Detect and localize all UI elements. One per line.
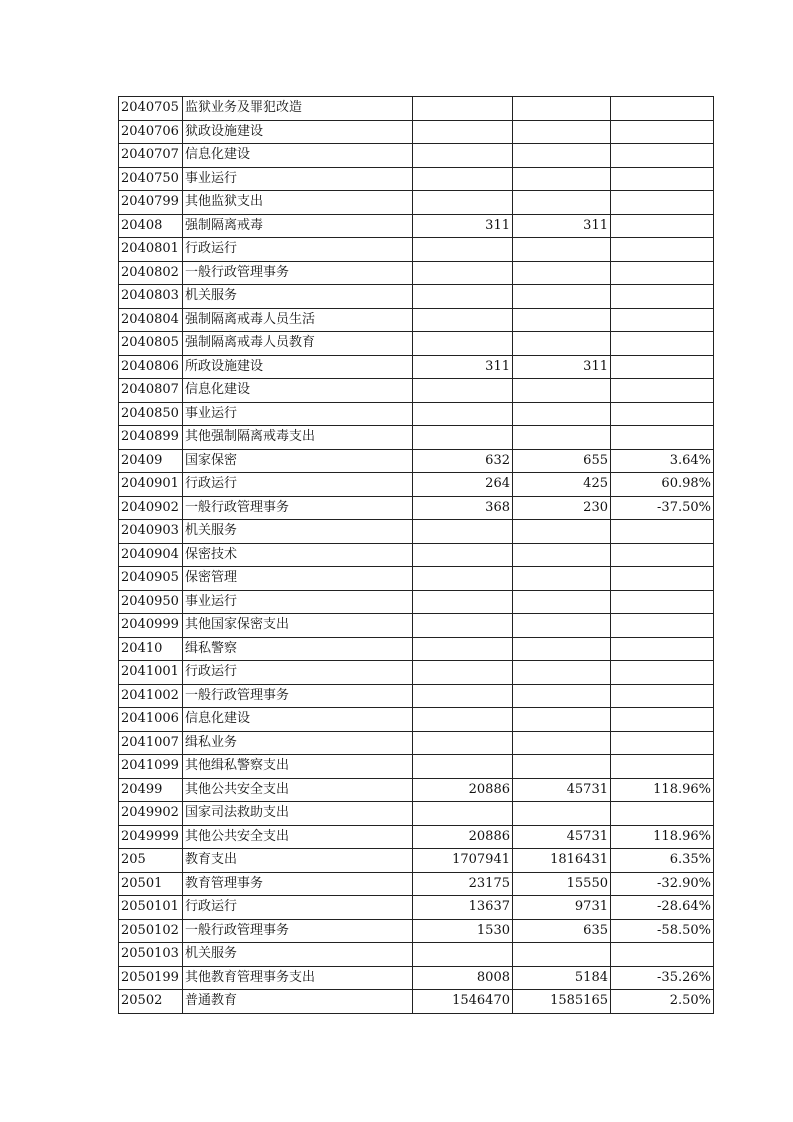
subject-name-cell: 教育管理事务 [183,872,413,896]
subject-name-cell: 行政运行 [183,896,413,920]
change-rate-cell [611,943,714,967]
prior-amount-cell [413,943,513,967]
table-row [119,238,714,262]
current-amount-cell: 311 [513,214,611,238]
change-rate-cell: -28.64% [611,896,714,920]
subject-code-cell: 20502 [119,990,183,1014]
prior-amount-cell: 1530 [413,919,513,943]
table-row [119,144,714,168]
subject-name-cell: 事业运行 [183,402,413,426]
table-row [119,355,714,379]
subject-code-cell: 2040707 [119,144,183,168]
table-body [119,97,714,1014]
prior-amount-cell: 311 [413,355,513,379]
prior-amount-cell: 368 [413,496,513,520]
subject-name-cell: 教育支出 [183,849,413,873]
subject-code-cell: 2050103 [119,943,183,967]
table-row [119,825,714,849]
subject-code-cell: 205 [119,849,183,873]
table-row [119,990,714,1014]
change-rate-cell [611,402,714,426]
table-row [119,543,714,567]
subject-name-cell: 其他监狱支出 [183,191,413,215]
prior-amount-cell [413,285,513,309]
subject-code-cell: 2040750 [119,167,183,191]
prior-amount-cell: 311 [413,214,513,238]
subject-code-cell: 2041007 [119,731,183,755]
change-rate-cell: -35.26% [611,966,714,990]
prior-amount-cell [413,567,513,591]
subject-name-cell: 所政设施建设 [183,355,413,379]
table-row [119,778,714,802]
prior-amount-cell [413,614,513,638]
subject-code-cell: 20409 [119,449,183,473]
current-amount-cell [513,943,611,967]
subject-name-cell: 其他强制隔离戒毒支出 [183,426,413,450]
subject-code-cell: 2040806 [119,355,183,379]
subject-name-cell: 事业运行 [183,167,413,191]
table-row [119,567,714,591]
current-amount-cell [513,426,611,450]
change-rate-cell [611,261,714,285]
change-rate-cell [611,144,714,168]
subject-name-cell: 普通教育 [183,990,413,1014]
subject-name-cell: 狱政设施建设 [183,120,413,144]
subject-code-cell: 2049999 [119,825,183,849]
prior-amount-cell: 20886 [413,825,513,849]
subject-name-cell: 其他公共安全支出 [183,825,413,849]
subject-code-cell: 2050101 [119,896,183,920]
subject-name-cell: 其他公共安全支出 [183,778,413,802]
prior-amount-cell [413,520,513,544]
subject-name-cell: 一般行政管理事务 [183,684,413,708]
subject-code-cell: 2050199 [119,966,183,990]
change-rate-cell [611,661,714,685]
table-row [119,590,714,614]
change-rate-cell [611,167,714,191]
prior-amount-cell [413,144,513,168]
change-rate-cell [611,755,714,779]
subject-name-cell: 国家保密 [183,449,413,473]
prior-amount-cell [413,167,513,191]
subject-name-cell: 一般行政管理事务 [183,261,413,285]
subject-name-cell: 其他缉私警察支出 [183,755,413,779]
table-row [119,755,714,779]
table-row [119,191,714,215]
table-row [119,520,714,544]
table-row [119,919,714,943]
subject-name-cell: 机关服务 [183,520,413,544]
current-amount-cell [513,144,611,168]
subject-name-cell: 信息化建设 [183,379,413,403]
change-rate-cell: -58.50% [611,919,714,943]
subject-code-cell: 2040999 [119,614,183,638]
current-amount-cell: 635 [513,919,611,943]
current-amount-cell [513,708,611,732]
subject-code-cell: 2040850 [119,402,183,426]
subject-code-cell: 2040905 [119,567,183,591]
subject-name-cell: 一般行政管理事务 [183,496,413,520]
table-row [119,708,714,732]
current-amount-cell [513,520,611,544]
table-row [119,214,714,238]
subject-code-cell: 2041006 [119,708,183,732]
change-rate-cell [611,308,714,332]
subject-name-cell: 强制隔离戒毒人员生活 [183,308,413,332]
current-amount-cell: 230 [513,496,611,520]
subject-code-cell: 20499 [119,778,183,802]
current-amount-cell [513,590,611,614]
change-rate-cell [611,708,714,732]
table-row [119,379,714,403]
current-amount-cell [513,238,611,262]
prior-amount-cell [413,402,513,426]
change-rate-cell [611,214,714,238]
subject-code-cell: 2041002 [119,684,183,708]
prior-amount-cell [413,543,513,567]
table-row [119,661,714,685]
prior-amount-cell [413,731,513,755]
current-amount-cell: 1816431 [513,849,611,873]
subject-code-cell: 2040803 [119,285,183,309]
change-rate-cell [611,614,714,638]
change-rate-cell [611,426,714,450]
change-rate-cell [611,97,714,121]
subject-name-cell: 信息化建设 [183,144,413,168]
prior-amount-cell [413,661,513,685]
current-amount-cell [513,637,611,661]
subject-code-cell: 2040799 [119,191,183,215]
subject-code-cell: 2040950 [119,590,183,614]
prior-amount-cell: 632 [413,449,513,473]
change-rate-cell: 60.98% [611,473,714,497]
subject-name-cell: 一般行政管理事务 [183,919,413,943]
change-rate-cell [611,355,714,379]
prior-amount-cell: 1707941 [413,849,513,873]
table-row [119,285,714,309]
current-amount-cell: 15550 [513,872,611,896]
current-amount-cell [513,543,611,567]
change-rate-cell [611,120,714,144]
subject-code-cell: 2040802 [119,261,183,285]
prior-amount-cell [413,261,513,285]
table-row [119,308,714,332]
prior-amount-cell: 1546470 [413,990,513,1014]
change-rate-cell [611,520,714,544]
change-rate-cell [611,567,714,591]
subject-code-cell: 20501 [119,872,183,896]
subject-name-cell: 信息化建设 [183,708,413,732]
prior-amount-cell: 8008 [413,966,513,990]
change-rate-cell [611,285,714,309]
prior-amount-cell [413,332,513,356]
prior-amount-cell: 13637 [413,896,513,920]
subject-code-cell: 2040705 [119,97,183,121]
table-row [119,97,714,121]
subject-name-cell: 强制隔离戒毒人员教育 [183,332,413,356]
subject-code-cell: 2049902 [119,802,183,826]
change-rate-cell [611,637,714,661]
table-row [119,943,714,967]
change-rate-cell [611,332,714,356]
subject-name-cell: 机关服务 [183,285,413,309]
change-rate-cell [611,379,714,403]
prior-amount-cell [413,684,513,708]
subject-name-cell: 行政运行 [183,473,413,497]
current-amount-cell: 5184 [513,966,611,990]
table-row [119,614,714,638]
subject-code-cell: 2040904 [119,543,183,567]
table-row [119,426,714,450]
table-row [119,684,714,708]
table-row [119,120,714,144]
subject-code-cell: 2040706 [119,120,183,144]
subject-name-cell: 国家司法救助支出 [183,802,413,826]
current-amount-cell [513,167,611,191]
subject-name-cell: 其他教育管理事务支出 [183,966,413,990]
current-amount-cell [513,120,611,144]
prior-amount-cell: 20886 [413,778,513,802]
current-amount-cell: 45731 [513,825,611,849]
change-rate-cell: -32.90% [611,872,714,896]
prior-amount-cell [413,308,513,332]
current-amount-cell [513,191,611,215]
table-row [119,896,714,920]
subject-name-cell: 缉私警察 [183,637,413,661]
current-amount-cell [513,261,611,285]
table-row [119,731,714,755]
subject-name-cell: 行政运行 [183,661,413,685]
change-rate-cell: -37.50% [611,496,714,520]
change-rate-cell [611,731,714,755]
current-amount-cell: 655 [513,449,611,473]
subject-name-cell: 事业运行 [183,590,413,614]
subject-code-cell: 2040807 [119,379,183,403]
table-row [119,402,714,426]
subject-name-cell: 机关服务 [183,943,413,967]
table-row [119,849,714,873]
subject-name-cell: 强制隔离戒毒 [183,214,413,238]
change-rate-cell [611,238,714,262]
subject-code-cell: 2040901 [119,473,183,497]
current-amount-cell: 311 [513,355,611,379]
subject-name-cell: 其他国家保密支出 [183,614,413,638]
prior-amount-cell [413,755,513,779]
subject-code-cell: 2040902 [119,496,183,520]
current-amount-cell [513,285,611,309]
prior-amount-cell: 23175 [413,872,513,896]
change-rate-cell: 6.35% [611,849,714,873]
subject-code-cell: 2040899 [119,426,183,450]
current-amount-cell [513,402,611,426]
prior-amount-cell [413,637,513,661]
subject-code-cell: 2040805 [119,332,183,356]
subject-name-cell: 保密管理 [183,567,413,591]
prior-amount-cell [413,379,513,403]
table-row [119,872,714,896]
current-amount-cell [513,567,611,591]
subject-code-cell: 2040804 [119,308,183,332]
change-rate-cell: 118.96% [611,825,714,849]
subject-code-cell: 20408 [119,214,183,238]
prior-amount-cell [413,120,513,144]
table-row [119,966,714,990]
prior-amount-cell: 264 [413,473,513,497]
table-row [119,167,714,191]
current-amount-cell [513,661,611,685]
current-amount-cell [513,308,611,332]
change-rate-cell [611,191,714,215]
prior-amount-cell [413,426,513,450]
subject-code-cell: 2040903 [119,520,183,544]
subject-name-cell: 缉私业务 [183,731,413,755]
current-amount-cell [513,332,611,356]
current-amount-cell: 1585165 [513,990,611,1014]
current-amount-cell [513,731,611,755]
subject-code-cell: 2040801 [119,238,183,262]
table-row [119,637,714,661]
budget-table [118,96,714,1014]
table-row [119,449,714,473]
subject-name-cell: 监狱业务及罪犯改造 [183,97,413,121]
change-rate-cell: 118.96% [611,778,714,802]
prior-amount-cell [413,238,513,262]
subject-code-cell: 2050102 [119,919,183,943]
current-amount-cell [513,755,611,779]
current-amount-cell [513,684,611,708]
table-row [119,496,714,520]
prior-amount-cell [413,97,513,121]
current-amount-cell: 425 [513,473,611,497]
prior-amount-cell [413,191,513,215]
current-amount-cell [513,97,611,121]
current-amount-cell: 9731 [513,896,611,920]
prior-amount-cell [413,802,513,826]
table-row [119,332,714,356]
current-amount-cell: 45731 [513,778,611,802]
prior-amount-cell [413,708,513,732]
current-amount-cell [513,379,611,403]
current-amount-cell [513,802,611,826]
change-rate-cell: 3.64% [611,449,714,473]
change-rate-cell [611,543,714,567]
subject-name-cell: 保密技术 [183,543,413,567]
current-amount-cell [513,614,611,638]
table-row [119,261,714,285]
subject-code-cell: 2041099 [119,755,183,779]
prior-amount-cell [413,590,513,614]
subject-code-cell: 20410 [119,637,183,661]
subject-name-cell: 行政运行 [183,238,413,262]
subject-code-cell: 2041001 [119,661,183,685]
change-rate-cell [611,590,714,614]
change-rate-cell [611,684,714,708]
change-rate-cell [611,802,714,826]
table-row [119,802,714,826]
change-rate-cell: 2.50% [611,990,714,1014]
table-row [119,473,714,497]
